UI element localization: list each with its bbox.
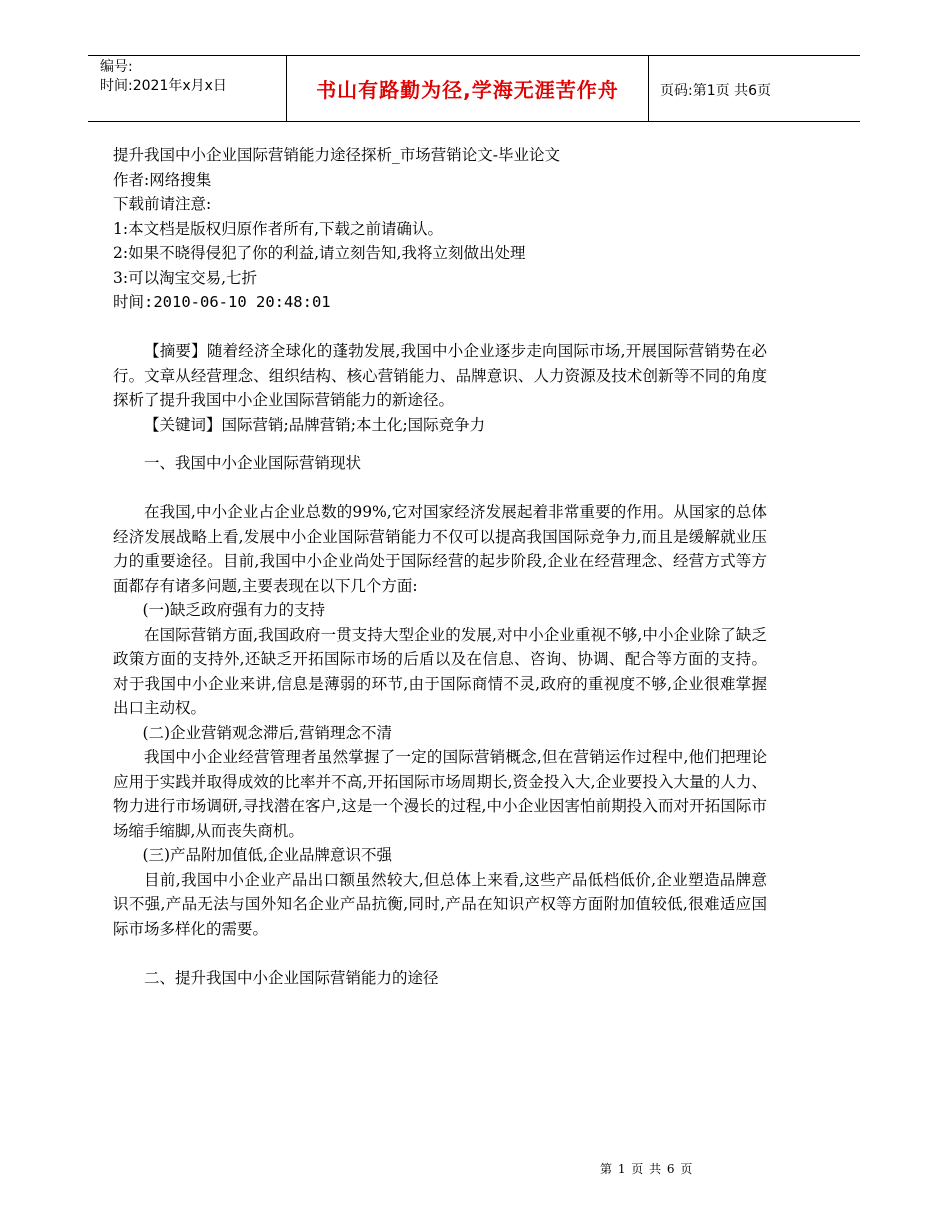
document-author: 作者:网络搜集 <box>113 170 212 189</box>
page-footer: 第 1 页 共 6 页 <box>600 1162 694 1176</box>
document-timestamp: 时间:2010-06-10 20:48:01 <box>113 293 331 311</box>
article <box>113 339 767 990</box>
document-title: 提升我国中小企业国际营销能力途径探析_市场营销论文-毕业论文 <box>113 146 560 164</box>
body-paragraph: 在我国,中小企业占企业总数的99%,它对国家经济发展起着非常重要的作用。从国家的总体经济发展战略上看,发展中小企业国际营销能力不仅可以提高我国国际竞争力,而且是缓解就业压力的重要途径。目前,我国中小企业尚处于国际经营的起步阶段,企业在经营理念、经营方式等方面都存有诸多问题,主要表现在以下几个方面: <box>113 503 767 595</box>
document-date-label: 时间:2021年x月x日 <box>100 78 227 94</box>
document-meta <box>113 143 767 315</box>
notice-item: 3:可以淘宝交易,七折 <box>113 268 258 287</box>
header-motto: 书山有路勤为径,学海无涯苦作舟 <box>316 78 619 102</box>
header-bottom-rule <box>88 121 860 122</box>
body-paragraph: 我国中小企业经营管理者虽然掌握了一定的国际营销概念,但在营销运作过程中,他们把理论应用于实践并取得成效的比率并不高,开拓国际市场周期长,资金投入大,企业要投入大量的人力、物力进行市场调研,寻找潜在客户,这是一个漫长的过程,中小企业因害怕前期投入而对开拓国际市场缩手缩脚,从而丧失商机。 <box>113 748 767 840</box>
document-number-label: 编号: <box>100 59 133 75</box>
notice-heading: 下载前请注意: <box>113 195 212 213</box>
section-heading: 二、提升我国中小企业国际营销能力的途径 <box>144 968 439 987</box>
header-divider-right <box>648 56 649 121</box>
subsection-heading: (三)产品附加值低,企业品牌意识不强 <box>142 846 392 864</box>
section-heading: 一、我国中小企业国际营销现状 <box>144 454 362 472</box>
document-body <box>113 143 767 990</box>
notice-item: 2:如果不晓得侵犯了你的利益,请立刻告知,我将立刻做出处理 <box>113 244 526 262</box>
keywords-paragraph: 【关键词】国际营销;品牌营销;本土化;国际竞争力 <box>144 415 486 434</box>
notice-item: 1:本文档是版权归原作者所有,下载之前请确认。 <box>113 219 444 238</box>
header-info <box>100 58 285 96</box>
body-paragraph: 在国际营销方面,我国政府一贯支持大型企业的发展,对中小企业重视不够,中小企业除了缺乏政策方面的支持外,还缺乏开拓国际市场的后盾以及在信息、咨询、协调、配合等方面的支持。对于我国中小企业来讲,信息是薄弱的环节,由于国际商情不灵,政府的重视度不够,企业很难掌握出口主动权。 <box>113 625 767 717</box>
subsection-heading: (二)企业营销观念滞后,营销理念不清 <box>142 723 392 742</box>
abstract-paragraph: 【摘要】随着经济全球化的蓬勃发展,我国中小企业逐步走向国际市场,开展国际营销势在必行。文章从经营理念、组织结构、核心营销能力、品牌意识、人力资源及技术创新等不同的角度探析了提升我国中小企业国际营销能力的新途径。 <box>113 342 767 409</box>
body-paragraph: 目前,我国中小企业产品出口额虽然较大,但总体上来看,这些产品低档低价,企业塑造品牌意识不强,产品无法与国外知名企业产品抗衡,同时,产品在知识产权等方面附加值较低,很难适应国际市场多样化的需要。 <box>113 870 767 938</box>
header-page-info: 页码:第1页 共6页 <box>660 83 771 99</box>
subsection-heading: (一)缺乏政府强有力的支持 <box>142 601 326 619</box>
